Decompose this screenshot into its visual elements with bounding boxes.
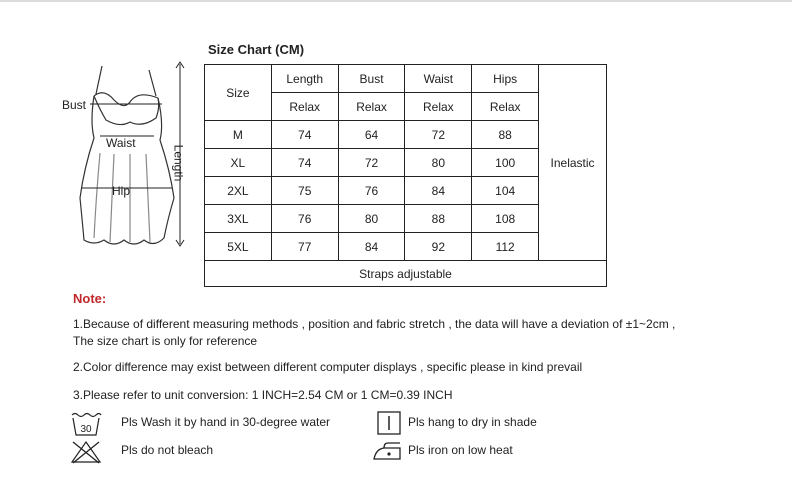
length-label: Length bbox=[171, 144, 186, 182]
iron-low-icon bbox=[370, 439, 404, 468]
length-cell: 75 bbox=[271, 177, 338, 205]
hips-cell: 112 bbox=[472, 233, 539, 261]
no-bleach-icon bbox=[70, 440, 102, 469]
dry-instruction: Pls hang to dry in shade bbox=[408, 415, 537, 429]
iron-instruction: Pls iron on low heat bbox=[408, 443, 513, 457]
length-cell: 77 bbox=[271, 233, 338, 261]
hips-cell: 104 bbox=[472, 177, 539, 205]
column-sub-bust: Relax bbox=[338, 93, 405, 121]
bust-cell: 76 bbox=[338, 177, 405, 205]
bust-cell: 72 bbox=[338, 149, 405, 177]
size-cell: 3XL bbox=[205, 205, 272, 233]
column-header-waist: Waist bbox=[405, 65, 472, 93]
elasticity-note: Inelastic bbox=[539, 65, 607, 261]
wash-temperature: 30 bbox=[80, 424, 92, 435]
straps-note: Straps adjustable bbox=[205, 261, 607, 287]
size-header: Size bbox=[205, 65, 272, 121]
waist-cell: 92 bbox=[405, 233, 472, 261]
column-header-hips: Hips bbox=[472, 65, 539, 93]
note-item-3: 3.Please refer to unit conversion: 1 INCH=2.54 CM or 1 CM=0.39 INCH bbox=[73, 388, 453, 402]
table-footer-row bbox=[205, 261, 607, 287]
bust-label: Bust bbox=[62, 98, 87, 112]
bust-cell: 64 bbox=[338, 121, 405, 149]
waist-cell: 72 bbox=[405, 121, 472, 149]
waist-label: Waist bbox=[106, 136, 136, 150]
hips-cell: 100 bbox=[472, 149, 539, 177]
size-cell: 2XL bbox=[205, 177, 272, 205]
column-header-length: Length bbox=[271, 65, 338, 93]
top-divider bbox=[0, 0, 792, 2]
bust-cell: 84 bbox=[338, 233, 405, 261]
column-sub-hips: Relax bbox=[472, 93, 539, 121]
bleach-instruction: Pls do not bleach bbox=[121, 443, 214, 457]
wash-instruction: Pls Wash it by hand in 30-degree water bbox=[121, 415, 330, 429]
length-cell: 76 bbox=[271, 205, 338, 233]
length-cell: 74 bbox=[271, 121, 338, 149]
hips-cell: 108 bbox=[472, 205, 539, 233]
hips-cell: 88 bbox=[472, 121, 539, 149]
size-chart-title: Size Chart (CM) bbox=[208, 42, 305, 57]
waist-cell: 80 bbox=[405, 149, 472, 177]
column-sub-waist: Relax bbox=[405, 93, 472, 121]
note-item-1 bbox=[73, 316, 675, 350]
size-cell: M bbox=[205, 121, 272, 149]
hand-wash-icon bbox=[70, 411, 102, 442]
size-cell: 5XL bbox=[205, 233, 272, 261]
note-item-1-line-1: 1.Because of different measuring methods , position and fabric stretch , the data will have a deviation of ±1~2cm , bbox=[73, 317, 676, 331]
length-cell: 74 bbox=[271, 149, 338, 177]
size-chart-table bbox=[204, 64, 607, 287]
bust-cell: 80 bbox=[338, 205, 405, 233]
size-cell: XL bbox=[205, 149, 272, 177]
hip-label: Hip bbox=[112, 184, 131, 198]
waist-cell: 84 bbox=[405, 177, 472, 205]
note-item-1-line-2: The size chart is only for reference bbox=[73, 334, 258, 348]
garment-figure bbox=[60, 58, 200, 268]
table-header-row bbox=[205, 65, 607, 93]
note-item-2: 2.Color difference may exist between different computer displays , specific please in kind prevail bbox=[73, 360, 583, 374]
waist-cell: 88 bbox=[405, 205, 472, 233]
column-header-bust: Bust bbox=[338, 65, 405, 93]
line-dry-icon bbox=[377, 411, 401, 440]
note-title: Note: bbox=[73, 291, 107, 306]
column-sub-length: Relax bbox=[271, 93, 338, 121]
